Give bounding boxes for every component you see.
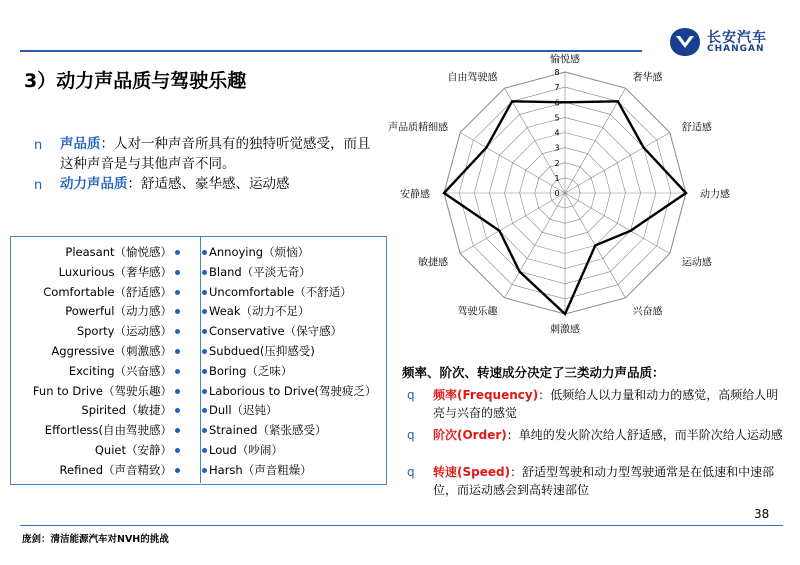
- bullet-dot: [175, 468, 180, 473]
- radar-axis-label: 声品质精细感: [388, 122, 449, 133]
- negative-descriptor: Subdued(压抑感受): [209, 344, 315, 358]
- positive-descriptor: Luxurious（奢华感）: [58, 264, 172, 279]
- bullet-powertrain-sound: [60, 174, 380, 194]
- radar-tick-label: 3: [554, 143, 560, 153]
- term-colon: ：: [506, 428, 519, 442]
- negative-descriptor: Harsh（声音粗燥）: [209, 462, 312, 477]
- radar-spoke: [505, 193, 566, 298]
- positive-descriptor: Exciting（兴奋感）: [68, 363, 172, 378]
- bullet-dot: [202, 448, 207, 453]
- positive-descriptor: Spirited（敏捷）: [81, 403, 172, 418]
- bullet-dot: [202, 389, 207, 394]
- positive-descriptor: Pleasant（愉悦感）: [65, 245, 172, 259]
- note-marker: q: [407, 465, 415, 479]
- bullet-dot: [202, 468, 207, 473]
- radar-axis-label: 运动感: [681, 257, 712, 268]
- radar-axis-label: 愉悦感: [550, 54, 580, 66]
- radar-tick-label: 5: [554, 113, 560, 123]
- negative-descriptor: Conservative（保守感）: [209, 324, 343, 339]
- slide-title: 3）动力声品质与驾驶乐趣: [24, 70, 247, 92]
- term-frequency: 频率(Frequency): [433, 388, 539, 402]
- positive-descriptor: Fun to Drive（驾驶乐趣）: [32, 383, 172, 398]
- positive-descriptor: Sporty（运动感）: [76, 324, 172, 339]
- positive-descriptor: Aggressive（刺激感）: [51, 344, 172, 358]
- radar-tick-label: 4: [554, 128, 560, 138]
- positive-descriptor: Comfortable（舒适感）: [43, 284, 172, 299]
- radar-spoke: [565, 88, 626, 193]
- note-marker: q: [407, 388, 415, 402]
- bullet-dot: [175, 349, 180, 354]
- bullet-dot: [202, 270, 207, 275]
- note-order: [433, 426, 788, 444]
- note-speed: [433, 463, 788, 499]
- term-colon: ：: [538, 388, 551, 402]
- term-order: 阶次(Order): [433, 428, 507, 442]
- radar-tick-label: 6: [554, 98, 560, 108]
- radar-chart: [420, 50, 730, 342]
- definition-powertrain-sound: 舒适感、豪华感、运动感: [141, 176, 290, 192]
- note-frequency: [433, 386, 788, 422]
- radar-tick-label: 0: [554, 189, 560, 198]
- footer-rule: [20, 525, 783, 526]
- footer-text: 庞剑：清洁能源汽车对NVH的挑战: [22, 534, 169, 545]
- bullet-dot: [202, 369, 207, 374]
- negative-descriptor: Boring（乏味）: [209, 363, 293, 378]
- radar-axis-label: 舒适感: [681, 122, 712, 133]
- radar-tick-label: 8: [554, 68, 560, 77]
- radar-spoke: [565, 193, 670, 254]
- bullet-dot: [202, 349, 207, 354]
- bullet-dot: [202, 250, 207, 255]
- term-colon: ：: [510, 465, 523, 479]
- brand-name-en: CHANGAN: [707, 44, 765, 54]
- radar-spoke: [460, 133, 565, 194]
- radar-axis-label: 敏捷感: [418, 257, 449, 268]
- bullet-dot: [175, 448, 180, 453]
- negative-descriptor: Annoying（烦恼）: [209, 245, 310, 259]
- negative-descriptor: Uncomfortable（不舒适）: [209, 284, 352, 299]
- negative-descriptor: Dull（迟钝）: [209, 403, 278, 418]
- negative-descriptor: Weak（动力不足）: [209, 304, 310, 319]
- term-colon: ：: [127, 176, 141, 192]
- term-speed: 转速(Speed): [433, 465, 511, 479]
- radar-axis-label: 驾驶乐趣: [457, 306, 498, 318]
- radar-spoke: [565, 133, 670, 194]
- positive-descriptor: Effortless(自由驾驶感）: [44, 423, 172, 438]
- radar-spoke: [460, 193, 565, 254]
- negative-descriptor: Strained（紧张感受）: [209, 423, 327, 438]
- note-speed-text: 舒适型驾驶和动力型驾驶通常是在低速和中速部位，而运动感会到高转速部位: [433, 465, 775, 497]
- bullet-marker: n: [34, 138, 43, 153]
- bullet-sound-quality: [60, 134, 380, 174]
- brand-name-cn: 长安汽车: [707, 30, 767, 46]
- note-frequency-text: 低频给人以力量和动力的感觉，高频给人明亮与兴奋的感觉: [433, 388, 779, 420]
- radar-axis-label: 兴奋感: [632, 306, 663, 318]
- note-order-text: 单纯的发火阶次给人舒适感，而半阶次给人运动感: [518, 428, 783, 442]
- negative-descriptor: Bland（平淡无奇）: [209, 264, 311, 279]
- negative-descriptor: Loud（吵闹）: [209, 443, 283, 457]
- bullet-marker: n: [34, 178, 43, 193]
- radar-axis-label: 奢华感: [632, 72, 663, 84]
- radar-tick-label: 1: [554, 173, 560, 183]
- bullet-dot: [175, 369, 180, 374]
- radar-tick-label: 2: [554, 158, 560, 168]
- radar-axis-label: 刺激感: [550, 324, 580, 336]
- bullet-dot: [175, 250, 180, 255]
- page-number: 38: [754, 507, 770, 521]
- bullet-dot: [175, 270, 180, 275]
- positive-descriptor: Refined（声音精致）: [59, 462, 172, 477]
- definition-sound-quality: 人对一种声音所具有的独特听觉感受，而且这种声音是与其他声音不同。: [60, 136, 371, 172]
- word-pair-divider: [200, 236, 201, 483]
- bullet-dot: [202, 290, 207, 295]
- negative-descriptor: Laborious to Drive(驾驶疲乏）: [209, 383, 377, 398]
- bullet-dot: [175, 389, 180, 394]
- term-powertrain-sound: 动力声品质: [60, 176, 128, 192]
- term-sound-quality: 声品质: [60, 136, 101, 152]
- note-marker: q: [407, 428, 415, 442]
- notes-heading: 频率、阶次、转速成分决定了三类动力声品质：: [402, 365, 665, 380]
- term-colon: ：: [100, 136, 114, 152]
- positive-descriptor: Quiet（安静）: [94, 443, 172, 457]
- radar-axis-label: 动力感: [700, 189, 730, 201]
- radar-axis-label: 自由驾驶感: [447, 72, 498, 84]
- radar-axis-label: 安静感: [400, 189, 430, 201]
- positive-descriptor: Powerful（动力感）: [65, 304, 172, 319]
- bullet-dot: [175, 290, 180, 295]
- radar-tick-label: 7: [554, 83, 560, 93]
